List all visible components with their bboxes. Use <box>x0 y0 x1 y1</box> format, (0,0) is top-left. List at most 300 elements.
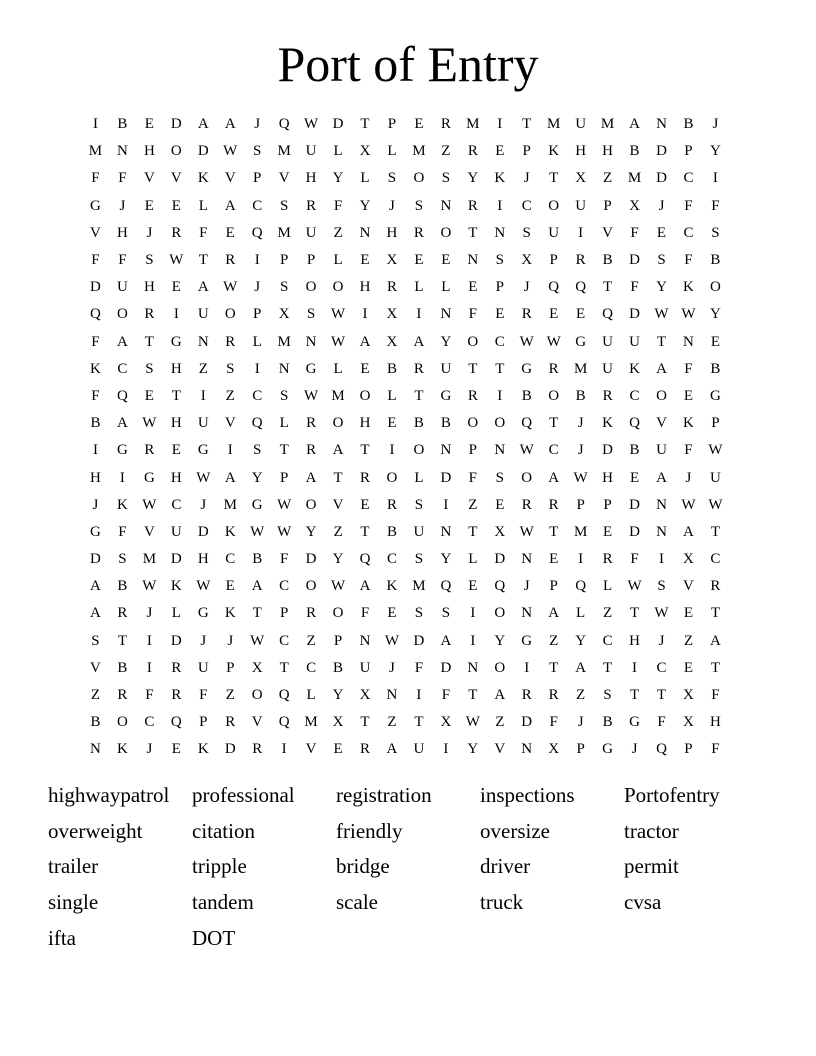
grid-letter: Z <box>225 687 235 704</box>
grid-letter: A <box>251 578 263 595</box>
grid-letter: B <box>117 116 128 133</box>
grid-letter: J <box>523 279 530 296</box>
grid-letter: C <box>683 170 694 187</box>
grid-letter: O <box>332 279 344 296</box>
grid-letter: I <box>146 659 152 676</box>
grid-letter: U <box>656 442 667 459</box>
grid-letter: V <box>251 714 263 731</box>
grid-letter: Y <box>467 170 479 187</box>
grid-letter: S <box>279 197 289 214</box>
grid-letter: C <box>171 496 182 513</box>
grid-letter: J <box>685 469 692 486</box>
grid-letter: D <box>656 170 667 187</box>
grid-letter: I <box>658 551 664 568</box>
grid-letter: Q <box>656 741 667 758</box>
grid-letter: Y <box>440 551 452 568</box>
grid-letter: E <box>495 306 505 323</box>
grid-letter: F <box>279 551 289 568</box>
grid-letter: I <box>632 659 638 676</box>
grid-letter: Z <box>441 143 451 160</box>
grid-letter: T <box>603 659 613 676</box>
grid-letter: A <box>90 578 101 595</box>
grid-letter: O <box>117 306 128 323</box>
grid-letter: G <box>305 360 317 377</box>
grid-letter: N <box>494 224 506 241</box>
word-list-item: highwaypatrol <box>48 783 170 807</box>
grid-letter: W <box>169 252 184 269</box>
grid-letter: R <box>710 578 721 595</box>
grid-letter: O <box>305 279 317 296</box>
grid-letter: E <box>495 143 505 160</box>
grid-letter: S <box>145 360 154 377</box>
grid-letter: R <box>171 659 182 676</box>
grid-letter: W <box>277 523 292 540</box>
grid-letter: J <box>92 496 99 513</box>
grid-letter: V <box>143 523 155 540</box>
grid-letter: I <box>92 442 98 459</box>
grid-letter: D <box>629 306 640 323</box>
grid-letter: N <box>440 442 452 459</box>
grid-letter: T <box>468 224 478 241</box>
grid-letter: D <box>305 551 317 568</box>
grid-letter: B <box>602 714 613 731</box>
grid-letter: I <box>254 252 260 269</box>
grid-letter: X <box>575 170 587 187</box>
grid-letter: F <box>711 741 720 758</box>
grid-letter: M <box>466 116 480 133</box>
grid-letter: P <box>603 197 612 214</box>
grid-letter: V <box>143 170 155 187</box>
grid-letter: L <box>333 360 343 377</box>
grid-letter: Q <box>575 279 587 296</box>
grid-letter: R <box>521 496 532 513</box>
grid-letter: P <box>199 714 208 731</box>
grid-letter: Q <box>521 415 533 432</box>
grid-letter: E <box>603 523 613 540</box>
grid-letter: F <box>118 170 127 187</box>
grid-letter: F <box>333 197 343 214</box>
grid-letter: W <box>384 632 400 649</box>
grid-letter: M <box>331 387 345 404</box>
grid-letter: I <box>578 551 584 568</box>
grid-letter: E <box>225 224 235 241</box>
grid-letter: W <box>142 496 157 513</box>
grid-letter: N <box>386 687 398 704</box>
grid-letter: U <box>602 360 613 377</box>
grid-letter: F <box>118 523 127 540</box>
grid-letter: G <box>602 741 613 758</box>
grid-letter: Q <box>278 116 290 133</box>
grid-letter: S <box>306 306 316 323</box>
grid-letter: T <box>360 523 370 540</box>
grid-letter: I <box>416 306 422 323</box>
grid-letter: F <box>118 252 127 269</box>
grid-letter: R <box>521 306 532 323</box>
grid-letter: M <box>600 116 615 133</box>
grid-letter: S <box>253 143 262 160</box>
grid-letter: F <box>630 224 639 241</box>
grid-letter: Z <box>549 632 559 649</box>
grid-letter: D <box>413 632 425 649</box>
grid-letter: E <box>549 306 559 323</box>
grid-letter: B <box>629 143 640 160</box>
grid-letter: C <box>683 224 694 241</box>
grid-letter: I <box>119 469 125 486</box>
grid-letter: H <box>629 632 640 649</box>
grid-letter: R <box>440 116 451 133</box>
grid-letter: I <box>470 632 476 649</box>
grid-letter: M <box>412 143 426 160</box>
grid-letter: E <box>441 252 451 269</box>
grid-letter: H <box>359 279 371 296</box>
grid-letter: W <box>330 333 346 350</box>
grid-letter: Z <box>333 224 343 241</box>
grid-letter: P <box>253 170 262 187</box>
grid-letter: V <box>656 415 667 432</box>
grid-letter: R <box>306 197 317 214</box>
grid-letter: C <box>144 714 155 731</box>
grid-letter: R <box>602 387 613 404</box>
grid-letter: M <box>304 714 318 731</box>
grid-letter: Q <box>278 714 290 731</box>
grid-letter: S <box>495 469 504 486</box>
grid-letter: Y <box>332 170 344 187</box>
grid-letter: E <box>683 605 694 622</box>
grid-letter: A <box>656 469 667 486</box>
grid-letter: E <box>414 116 424 133</box>
grid-letter: X <box>386 252 398 269</box>
grid-letter: H <box>197 551 209 568</box>
grid-letter: N <box>656 496 667 513</box>
grid-letter: S <box>414 496 424 513</box>
grid-letter: E <box>171 197 181 214</box>
grid-letter: J <box>254 279 261 296</box>
grid-letter: D <box>629 252 640 269</box>
grid-letter: P <box>684 143 693 160</box>
grid-letter: G <box>197 605 209 622</box>
grid-letter: X <box>521 252 533 269</box>
grid-letter: W <box>519 523 534 540</box>
grid-letter: W <box>304 116 319 133</box>
grid-letter: I <box>227 442 233 459</box>
grid-letter: U <box>413 523 425 540</box>
grid-letter: K <box>386 578 398 595</box>
grid-letter: C <box>548 442 559 459</box>
grid-letter: W <box>330 578 346 595</box>
grid-letter: W <box>519 442 534 459</box>
grid-letter: L <box>603 578 613 595</box>
grid-letter: U <box>413 741 425 758</box>
grid-letter: R <box>467 197 478 214</box>
grid-letter: W <box>250 523 265 540</box>
grid-letter: J <box>577 714 584 731</box>
grid-letter: W <box>654 605 669 622</box>
grid-letter: E <box>629 469 640 486</box>
grid-letter: N <box>278 360 290 377</box>
grid-letter: X <box>359 143 371 160</box>
grid-letter: E <box>414 252 424 269</box>
grid-letter: R <box>413 224 424 241</box>
grid-letter: K <box>170 578 182 595</box>
grid-letter: J <box>658 632 665 649</box>
grid-letter: S <box>387 170 397 187</box>
grid-letter: E <box>387 415 397 432</box>
grid-letter: R <box>117 605 128 622</box>
grid-letter: H <box>359 415 371 432</box>
grid-letter: A <box>197 279 209 296</box>
grid-letter: W <box>681 306 696 323</box>
grid-letter: Q <box>440 578 452 595</box>
grid-letter: Y <box>467 741 479 758</box>
grid-letter: N <box>467 252 479 269</box>
grid-letter: V <box>494 741 506 758</box>
grid-letter: K <box>224 605 236 622</box>
grid-letter: U <box>305 224 317 241</box>
grid-letter: H <box>602 469 613 486</box>
grid-letter: Y <box>251 469 263 486</box>
grid-letter: E <box>683 387 694 404</box>
grid-letter: G <box>117 442 128 459</box>
grid-letter: B <box>602 252 613 269</box>
grid-letter: O <box>709 279 721 296</box>
grid-letter: N <box>440 197 452 214</box>
grid-letter: Z <box>603 605 613 622</box>
grid-letter: A <box>90 605 101 622</box>
grid-letter: B <box>683 116 694 133</box>
grid-letter: T <box>549 170 559 187</box>
grid-letter: R <box>225 252 236 269</box>
word-list-item: tripple <box>192 854 247 879</box>
grid-letter: N <box>521 551 533 568</box>
grid-letter: C <box>386 551 397 568</box>
grid-letter: Z <box>198 360 208 377</box>
grid-letter: P <box>603 496 612 513</box>
grid-letter: T <box>360 714 370 731</box>
grid-letter: R <box>360 741 371 758</box>
grid-letter: M <box>277 224 291 241</box>
grid-letter: L <box>198 197 208 214</box>
grid-letter: W <box>654 306 669 323</box>
grid-letter: O <box>359 387 371 404</box>
grid-letter: H <box>170 415 182 432</box>
grid-letter: W <box>573 469 588 486</box>
grid-letter: P <box>549 578 558 595</box>
grid-letter: N <box>117 143 128 160</box>
grid-letter: R <box>171 687 182 704</box>
grid-letter: F <box>145 687 154 704</box>
grid-letter: E <box>171 741 181 758</box>
grid-letter: U <box>197 306 209 323</box>
grid-letter: T <box>710 659 720 676</box>
grid-letter: E <box>360 360 370 377</box>
grid-letter: U <box>170 523 182 540</box>
grid-letter: O <box>548 387 560 404</box>
grid-letter: J <box>227 632 234 649</box>
grid-letter: N <box>467 659 479 676</box>
grid-letter: B <box>252 551 263 568</box>
grid-letter: D <box>521 714 533 731</box>
grid-letter: Q <box>359 551 371 568</box>
grid-letter: I <box>443 496 449 513</box>
grid-letter: W <box>277 496 292 513</box>
grid-letter: A <box>359 333 371 350</box>
grid-letter: A <box>548 469 560 486</box>
grid-letter: I <box>362 306 368 323</box>
grid-letter: N <box>440 306 452 323</box>
grid-letter: F <box>91 387 100 404</box>
grid-letter: H <box>386 224 398 241</box>
grid-letter: C <box>279 578 290 595</box>
grid-letter: M <box>627 170 642 187</box>
grid-letter: O <box>521 469 533 486</box>
grid-letter: I <box>578 224 584 241</box>
grid-letter: Q <box>548 279 560 296</box>
grid-letter: R <box>144 306 155 323</box>
grid-letter: T <box>710 523 720 540</box>
grid-letter: U <box>359 659 371 676</box>
grid-letter: E <box>683 659 694 676</box>
grid-letter: P <box>333 632 343 649</box>
grid-letter: Y <box>575 632 587 649</box>
grid-letter: V <box>305 741 317 758</box>
grid-letter: T <box>414 714 424 731</box>
grid-letter: U <box>629 333 640 350</box>
grid-letter: Q <box>117 387 128 404</box>
grid-letter: D <box>224 741 236 758</box>
grid-letter: U <box>197 415 209 432</box>
grid-letter: H <box>575 143 587 160</box>
grid-letter: K <box>629 360 640 377</box>
word-list-item: registration <box>336 783 432 807</box>
grid-letter: W <box>708 496 723 513</box>
grid-letter: F <box>91 252 100 269</box>
grid-letter: K <box>117 496 128 513</box>
grid-letter: T <box>656 687 667 704</box>
grid-letter: F <box>468 469 477 486</box>
grid-letter: C <box>117 360 128 377</box>
grid-letter: V <box>224 170 236 187</box>
grid-letter: K <box>602 415 613 432</box>
grid-letter: M <box>573 360 588 377</box>
grid-letter: O <box>413 442 425 459</box>
grid-letter: U <box>548 224 560 241</box>
grid-letter: A <box>305 469 317 486</box>
grid-letter: X <box>440 714 452 731</box>
grid-letter: S <box>226 360 235 377</box>
grid-letter: L <box>360 170 370 187</box>
grid-letter: A <box>332 442 344 459</box>
grid-letter: U <box>602 333 613 350</box>
grid-letter: X <box>629 197 640 214</box>
grid-letter: W <box>196 469 211 486</box>
grid-letter: D <box>656 143 667 160</box>
grid-letter: S <box>279 279 289 296</box>
grid-letter: L <box>387 387 397 404</box>
grid-letter: J <box>146 605 153 622</box>
grid-letter: S <box>145 252 154 269</box>
grid-letter: H <box>143 143 155 160</box>
grid-letter: A <box>709 632 721 649</box>
word-list-item: truck <box>480 890 524 915</box>
grid-letter: Y <box>440 333 452 350</box>
grid-letter: U <box>575 116 587 133</box>
grid-letter: R <box>252 741 263 758</box>
grid-letter: P <box>279 252 289 269</box>
word-list-item: tandem <box>192 890 254 915</box>
grid-letter: W <box>627 578 642 595</box>
grid-letter: C <box>225 551 236 568</box>
grid-letter: Z <box>333 523 343 540</box>
grid-letter: N <box>90 741 101 758</box>
grid-letter: W <box>681 496 696 513</box>
grid-letter: G <box>90 523 101 540</box>
grid-letter: E <box>576 306 586 323</box>
grid-letter: P <box>387 116 397 133</box>
grid-letter: C <box>252 197 263 214</box>
grid-letter: Y <box>709 306 721 323</box>
grid-letter: K <box>683 279 694 296</box>
grid-letter: C <box>494 333 505 350</box>
grid-letter: B <box>413 415 424 432</box>
grid-letter: G <box>251 496 263 513</box>
grid-letter: L <box>171 605 181 622</box>
grid-letter: G <box>521 632 533 649</box>
grid-letter: C <box>306 659 317 676</box>
grid-letter: D <box>629 496 640 513</box>
grid-letter: A <box>683 523 694 540</box>
grid-letter: R <box>521 687 532 704</box>
grid-letter: P <box>711 415 720 432</box>
grid-letter: R <box>548 496 559 513</box>
grid-letter: K <box>117 741 128 758</box>
grid-letter: R <box>225 714 236 731</box>
word-list-item: tractor <box>624 818 679 843</box>
grid-letter: S <box>414 605 424 622</box>
grid-letter: F <box>199 224 208 241</box>
grid-letter: I <box>497 116 503 133</box>
grid-letter: D <box>197 143 209 160</box>
grid-letter: N <box>197 333 209 350</box>
grid-letter: F <box>684 252 693 269</box>
grid-letter: P <box>549 252 558 269</box>
grid-letter: I <box>173 306 179 323</box>
grid-letter: J <box>200 496 207 513</box>
grid-letter: O <box>494 659 506 676</box>
grid-letter: E <box>171 442 181 459</box>
grid-letter: L <box>333 252 343 269</box>
grid-letter: B <box>117 659 128 676</box>
grid-letter: L <box>468 551 478 568</box>
grid-letter: Q <box>251 224 263 241</box>
grid-letter: X <box>359 687 371 704</box>
grid-letter: W <box>465 714 480 731</box>
grid-letter: S <box>253 442 262 459</box>
grid-letter: A <box>413 333 425 350</box>
grid-letter: B <box>575 387 586 404</box>
grid-letter: V <box>602 224 613 241</box>
grid-letter: R <box>548 360 559 377</box>
grid-letter: J <box>146 741 153 758</box>
grid-letter: H <box>143 279 155 296</box>
grid-letter: Z <box>683 632 694 649</box>
grid-letter: A <box>656 360 667 377</box>
grid-letter: J <box>523 578 530 595</box>
grid-letter: Y <box>494 632 506 649</box>
grid-letter: F <box>684 197 693 214</box>
word-list-item: scale <box>336 890 378 915</box>
grid-letter: E <box>360 496 370 513</box>
grid-letter: Z <box>90 687 101 704</box>
